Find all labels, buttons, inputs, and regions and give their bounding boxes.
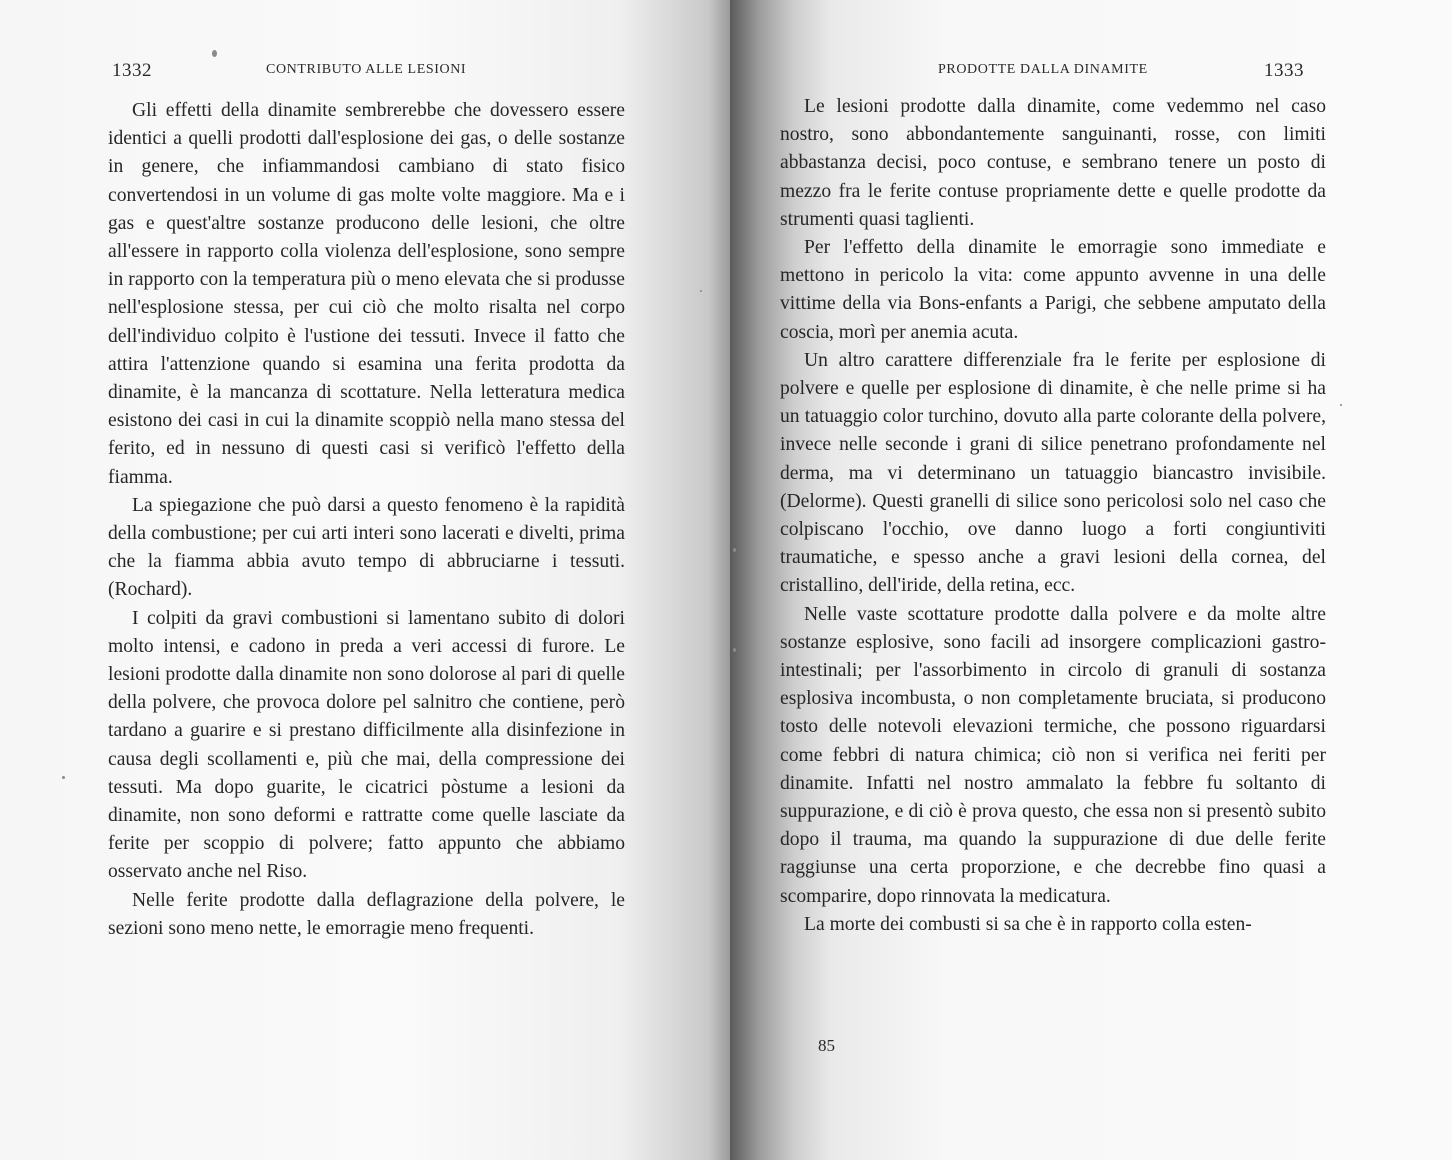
right-paragraph-2: Per l'effetto della dinamite le emorragie sono immediate e mettono in pericolo la vita: come appunto avvenne in una delle vittime della via Bons-enfants a Parigi, che sebbene amputato della coscia, morì per anemia acuta. xyxy=(780,237,1326,343)
right-body-text xyxy=(780,93,1326,939)
left-paragraph-4: Nelle ferite prodotte dalla deflagrazione della polvere, le sezioni sono meno nette, le emorragie meno frequenti. xyxy=(108,889,625,939)
right-running-head: PRODOTTE DALLA DINAMITE xyxy=(938,62,1148,77)
paper-speck xyxy=(212,50,217,57)
right-paragraph-5: La morte dei combusti si sa che è in rapporto colla esten- xyxy=(804,913,1252,935)
paper-speck xyxy=(733,548,736,552)
left-paragraph-2: La spiegazione che può darsi a questo fenomeno è la rapidità della combustione; per cui arti interi sono lacerati e divelti, prima che la fiamma abbia avuto tempo di abbruciarne i tessuti. (Rochard). xyxy=(108,494,625,601)
left-paragraph-3: I colpiti da gravi combustioni si lamentano subito di dolori molto intensi, e cadono in preda a veri accessi di furore. Le lesioni prodotte dalla dinamite non sono dolorose al pari di quelle della polvere, che provoca dolore pel salnitro che contiene, però tardano a guarire e si prestano difficilmente alla disinfezione in causa degli scollamenti e, più che mai, della compressione dei tessuti. Ma dopo guarite, le cicatrici pòstume a lesioni da dinamite, non sono deformi e rattratte come quelle lasciate da ferite per scoppio di polvere; fatto appunto che abbiamo osservato anche nel Riso. xyxy=(108,607,625,883)
paper-speck xyxy=(733,648,736,652)
signature-mark: 85 xyxy=(818,1036,835,1055)
right-page-number: 1333 xyxy=(1264,60,1304,81)
right-paragraph-1: Le lesioni prodotte dalla dinamite, come vedemmo nel caso nostro, sono abbondantemente sanguinanti, rosse, con limiti abbastanza decisi, poco contuse, e sembrano tenere un posto di mezzo fra le ferite contuse propriamente dette e quelle prodotte da strumenti quasi taglienti. xyxy=(780,96,1326,230)
left-running-head: CONTRIBUTO ALLE LESIONI xyxy=(266,62,467,77)
right-paragraph-4: Nelle vaste scottature prodotte dalla polvere e da molte altre sostanze esplosive, sono facili ad insorgere complicazioni gastro-intestinali; per l'assorbimento in circolo di granuli di sostanza esplosiva incombusta, o non completamente bruciata, si producono tosto delle notevoli elevazioni termiche, che possono riguardarsi come febbri di natura chimica; ciò non si verifica nei feriti per dinamite. Infatti nel nostro ammalato la febbre fu soltanto di suppurazione, e di ciò è prova questo, che essa non si presentò subito dopo il trauma, ma quando la suppurazione di due delle ferite raggiunse una certa proporzione, e che decrebbe fino quasi a scomparire, dopo rinnovata la medicatura. xyxy=(780,603,1326,907)
left-body-text xyxy=(108,97,625,943)
paper-speck xyxy=(700,290,702,292)
right-paragraph-3: Un altro carattere differenziale fra le ferite per esplosione di polvere e quelle per esplosione di dinamite, è che nelle prime si ha un tatuaggio color turchino, dovuto alla parte colorante della polvere, invece nelle seconde i grani di silice penetrano profondamente nel derma, ma vi determinano un tatuaggio biancastro invisibile. (Delorme). Questi granelli di silice sono pericolosi solo nel caso che colpiscano l'occhio, ove danno luogo a forti congiuntiviti traumatiche, e spesso anche a gravi lesioni della cornea, del cristallino, dell'iride, della retina, ecc. xyxy=(780,349,1326,597)
paper-speck xyxy=(62,776,65,779)
left-page-number: 1332 xyxy=(112,60,152,81)
paper-speck xyxy=(1340,404,1342,406)
left-paragraph-1: Gli effetti della dinamite sembrerebbe che dovessero essere identici a quelli prodotti dall'esplosione dei gas, o delle sostanze in genere, che infiammandosi cambiano di stato fisico convertendosi in un volume di gas molte volte maggiore. Ma e i gas e quest'altre sostanze producono delle lesioni, che oltre all'essere in rapporto colla violenza dell'esplosione, sono sempre in rapporto con la temperatura più o meno elevata che si produsse nell'esplosione stessa, per cui ciò che molto risalta nel corpo dell'individuo colpito è l'ustione dei tessuti. Invece il fatto che attira l'attenzione quando si esamina una ferita prodotta da dinamite, è la mancanza di scottature. Nella letteratura medica esistono dei casi in cui la dinamite scoppiò nella mano stessa del ferito, ed in nessuno di questi casi si verificò l'effetto della fiamma. xyxy=(108,100,625,488)
